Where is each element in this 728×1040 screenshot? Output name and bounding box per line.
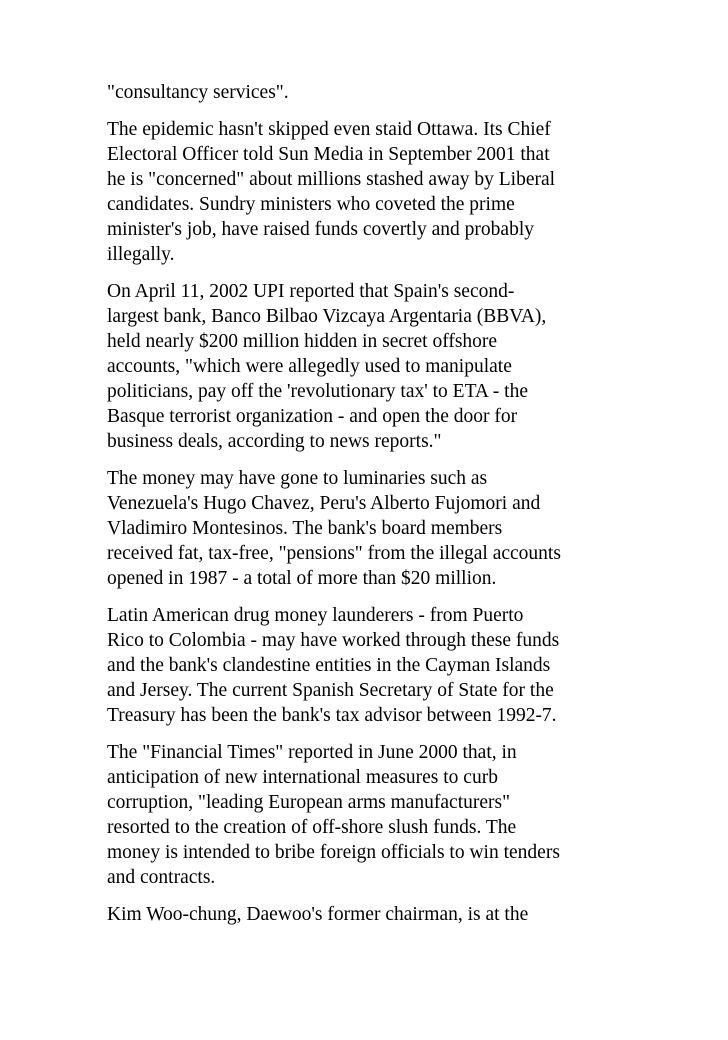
text-line: On April 11, 2002 UPI reported that Spain's second-: [107, 281, 515, 302]
text-line: and Jersey. The current Spanish Secretary of State for the: [107, 680, 554, 701]
text-line: resorted to the creation of off-shore slush funds. The: [107, 817, 517, 838]
text-line: The money may have gone to luminaries such as: [107, 468, 488, 489]
paragraph-7: [107, 902, 627, 927]
text-line: minister's job, have raised funds covertly and probably: [107, 219, 534, 240]
paragraph-3: [107, 279, 627, 454]
text-line: corruption, "leading European arms manufacturers": [107, 792, 511, 813]
text-line: anticipation of new international measures to curb: [107, 767, 498, 788]
text-line: he is "concerned" about millions stashed away by Liberal: [107, 169, 556, 190]
paragraph-6: [107, 740, 627, 890]
text-line: business deals, according to news reports.": [107, 431, 442, 452]
text-line: Vladimiro Montesinos. The bank's board members: [107, 518, 503, 539]
text-line: "consultancy services".: [107, 82, 289, 103]
text-line: The epidemic hasn't skipped even staid Ottawa. Its Chief: [107, 119, 551, 140]
paragraph-5: [107, 603, 627, 728]
text-line: received fat, tax-free, "pensions" from the illegal accounts: [107, 543, 561, 564]
text-line: Basque terrorist organization - and open the door for: [107, 406, 518, 427]
text-line: accounts, "which were allegedly used to manipulate: [107, 356, 512, 377]
paragraph-2: [107, 117, 627, 267]
text-line: Latin American drug money launderers - from Puerto: [107, 605, 524, 626]
text-line: and the bank's clandestine entities in the Cayman Islands: [107, 655, 551, 676]
text-line: money is intended to bribe foreign officials to win tenders: [107, 842, 560, 863]
document-page: [107, 80, 627, 939]
text-line: The "Financial Times" reported in June 2000 that, in: [107, 742, 517, 763]
text-line: Electoral Officer told Sun Media in September 2001 that: [107, 144, 550, 165]
text-line: candidates. Sundry ministers who coveted the prime: [107, 194, 515, 215]
text-line: largest bank, Banco Bilbao Vizcaya Argentaria (BBVA),: [107, 306, 547, 327]
text-line: Rico to Colombia - may have worked through these funds: [107, 630, 560, 651]
text-line: Venezuela's Hugo Chavez, Peru's Alberto Fujomori and: [107, 493, 541, 514]
text-line: and contracts.: [107, 867, 216, 888]
text-line: Treasury has been the bank's tax advisor between 1992-7.: [107, 705, 557, 726]
paragraph-1: [107, 80, 627, 105]
text-line: illegally.: [107, 244, 175, 265]
text-line: Kim Woo-chung, Daewoo's former chairman, is at the: [107, 904, 529, 925]
text-line: held nearly $200 million hidden in secret offshore: [107, 331, 498, 352]
text-line: politicians, pay off the 'revolutionary tax' to ETA - the: [107, 381, 529, 402]
text-line: opened in 1987 - a total of more than $20 million.: [107, 568, 497, 589]
paragraph-4: [107, 466, 627, 591]
